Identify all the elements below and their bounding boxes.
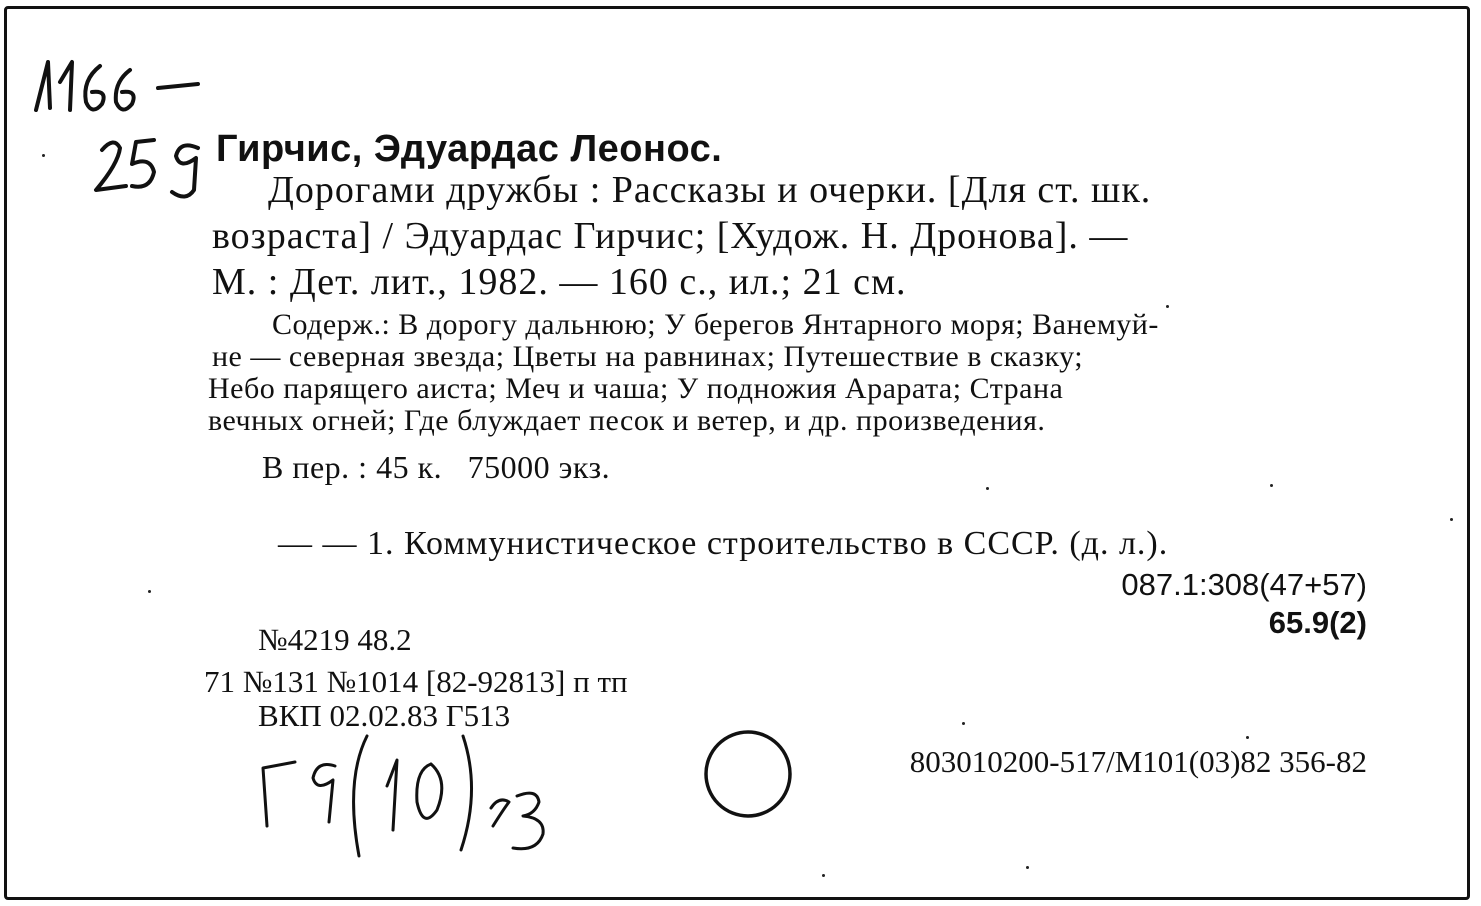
scan-speck [962,722,965,725]
handwritten-shelfmark [30,40,220,200]
description-line-1: Дорогами дружбы : Рассказы и очерки. [Для ст. шк. [268,169,1152,211]
scan-speck [1450,518,1453,521]
contents-line-3: Небо парящего аиста; Меч и чаша; У подножия Арарата; Страна [208,372,1064,405]
subject-heading: — — 1. Коммунистическое строительство в СССР. (д. л.). [278,525,1169,562]
service-line-2: 71 №131 №1014 [82-92813] п тп [204,664,628,699]
description-line-2: возраста] / Эдуардас Гирчис; [Худож. Н. Дронова]. — [212,215,1129,257]
scan-speck [822,874,825,877]
udc-classification: 087.1:308(47+57) [1121,567,1367,602]
scan-speck [1246,736,1249,739]
scan-speck [1270,484,1273,487]
index-line: 803010200-517/М101(03)82 356-82 [909,744,1367,779]
contents-line-2: не — северная звезда; Цветы на равнинах; Путешествие в сказку; [212,340,1084,373]
scan-speck [42,154,45,157]
service-line-1: №4219 48.2 [258,622,412,657]
price-line: В пер. : 45 к. 75000 экз. [262,449,611,485]
bbk-classification: 65.9(2) [1268,605,1367,640]
scan-speck [1026,866,1029,869]
contents-line-4: вечных огней; Где блуждает песок и ветер, и др. произведения. [208,404,1046,437]
scan-speck [986,487,989,490]
service-line-3: ВКП 02.02.83 Г513 [258,698,511,733]
scan-speck [1166,305,1169,308]
handwritten-location [255,730,585,870]
description-line-3: М. : Дет. лит., 1982. — 160 с., ил.; 21 см. [212,261,907,303]
author-heading: Гирчис, Эдуардас Леонос. [216,128,723,170]
contents-line-1: Содерж.: В дорогу дальнюю; У берегов Янтарного моря; Ванемуй- [272,308,1159,341]
scan-speck [148,590,151,593]
stamp-circle [700,730,800,820]
